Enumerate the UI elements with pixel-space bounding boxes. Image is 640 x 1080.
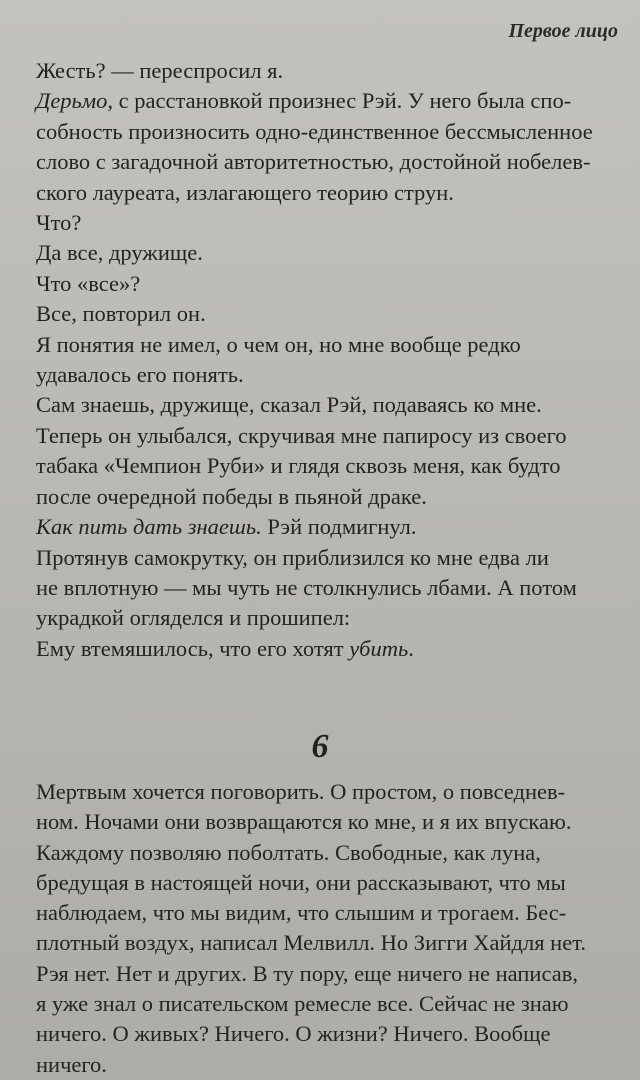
text-line: [36, 86, 632, 116]
text-line: бредущая в настоящей ночи, они рассказывают, что мы: [36, 869, 566, 895]
text-line: табака «Чемпион Руби» и глядя сквозь меня, как будто: [36, 453, 561, 479]
text-line: ского лауреата, излагающего теорию струн.: [36, 179, 454, 205]
text-line: Сам знаешь, дружище, сказал Рэй, подаваясь ко мне.: [36, 392, 542, 418]
text-line: после очередной победы в пьяной драке.: [36, 483, 427, 509]
text-fragment: , с расстановкой произнес Рэй. У него была спо-: [107, 88, 572, 114]
text-line: собность произносить одно-единственное бессмысленное: [36, 118, 593, 144]
text-line: Да все, дружище.: [36, 240, 203, 266]
text-line: [36, 512, 632, 542]
text-line: Жесть? — переспросил я.: [36, 58, 284, 83]
text-line: Каждому позволяю поболтать. Свободные, как луна,: [36, 839, 541, 865]
text-line: [36, 634, 632, 664]
text-line: Мертвым хочется поговорить. О простом, о повседнев-: [36, 779, 566, 804]
italic-word: убить: [349, 635, 409, 661]
text-line: удавалось его понять.: [36, 362, 244, 388]
text-line: ном. Ночами они возвращаются ко мне, и я их впускаю.: [36, 809, 572, 835]
text-line: наблюдаем, что мы видим, что слышим и трогаем. Бес-: [36, 900, 567, 926]
text-line: ничего.: [36, 1051, 107, 1077]
italic-word: Дерьмо: [36, 88, 108, 114]
text-line: плотный воздух, написал Мелвилл. Но Зигги Хайдля нет.: [36, 930, 586, 956]
text-block-section-2: [36, 777, 636, 1080]
text-line: Что?: [36, 210, 82, 236]
text-line: Протянув самокрутку, он приблизился ко мне едва ли: [36, 544, 549, 570]
text-line: украдкой огляделся и прошипел:: [36, 605, 351, 631]
text-block-section-1: [36, 56, 632, 664]
running-head-title: Первое лицо: [508, 20, 618, 42]
text-line: Теперь он улыбался, скручивая мне папиросу из своего: [36, 422, 567, 448]
chapter-number: 6: [311, 728, 329, 765]
text-fragment: .: [408, 635, 414, 661]
text-line: не вплотную — мы чуть не столкнулись лбами. А потом: [36, 574, 577, 600]
text-line: Рэя нет. Нет и других. В ту пору, еще ничего не написав,: [36, 960, 578, 986]
text-fragment: Рэй подмигнул.: [261, 514, 417, 540]
text-fragment: Ему втемяшилось, что его хотят: [36, 635, 350, 661]
text-line: ничего. О живых? Ничего. О жизни? Ничего. Вообще: [36, 1021, 551, 1047]
text-line: Все, повторил он.: [36, 301, 206, 327]
text-line: Я понятия не имел, о чем он, но мне вообще редко: [36, 331, 521, 357]
text-line: слово с загадочной авторитетностью, достойной нобелев-: [36, 149, 591, 175]
text-line: Что «все»?: [36, 270, 141, 296]
italic-phrase: Как пить дать знаешь.: [36, 514, 262, 540]
text-line: я уже знал о писательском ремесле все. Сейчас не знаю: [36, 991, 569, 1017]
